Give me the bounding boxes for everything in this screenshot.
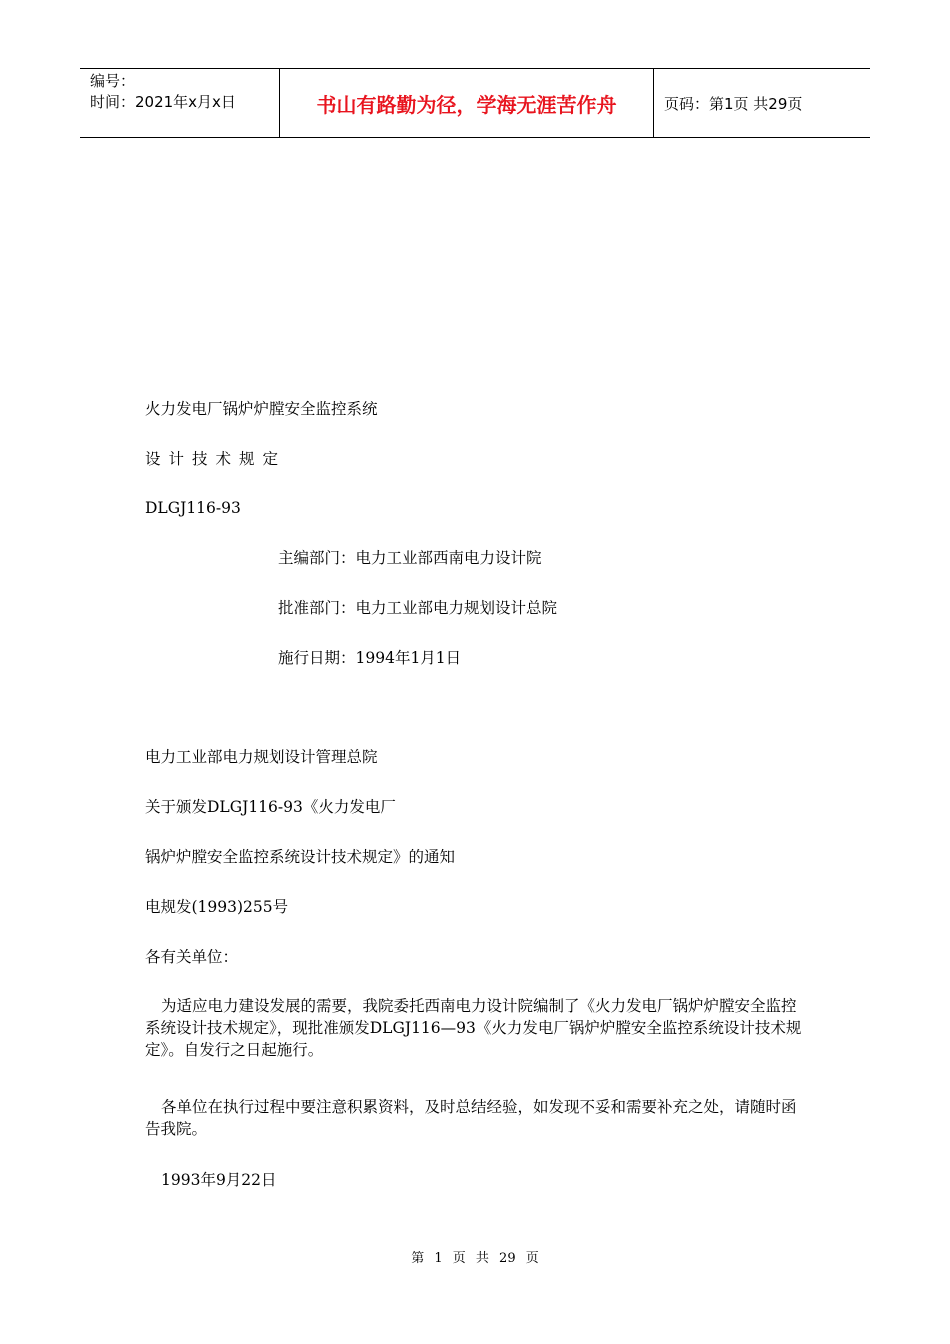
header-meta (80, 69, 280, 137)
page-footer: 第 1 页 共 29 页 (411, 1251, 539, 1266)
effective-date: 施行日期：1994年1月1日 (278, 649, 462, 667)
header-page-code: 页码：第1页 共29页 (664, 94, 803, 113)
notice-title-line2: 锅炉炉膛安全监控系统设计技术规定》的通知 (145, 848, 456, 866)
header-motto: 书山有路勤为径，学海无涯苦作舟 (280, 69, 654, 137)
number-label: 编号： (90, 72, 136, 90)
page-header (80, 68, 870, 138)
body-paragraph-1: 为适应电力建设发展的需要，我院委托西南电力设计院编制了《火力发电厂锅炉炉膛安全监控系统设计技术规定》，现批准颁发DLGJ116—93《火力发电厂锅炉炉膛安全监控系统设计技术规定》。自发行之日起施行。 (145, 997, 802, 1059)
doc-title-line2: 设计技术规定 (145, 450, 287, 468)
issuer: 电力工业部电力规划设计管理总院 (145, 748, 378, 766)
doc-number: 电规发(1993)255号 (145, 898, 289, 916)
notice-title-line1: 关于颁发DLGJ116-93《火力发电厂 (145, 798, 396, 816)
approval-dept: 批准部门：电力工业部电力规划设计总院 (278, 599, 558, 617)
doc-title-line1: 火力发电厂锅炉炉膛安全监控系统 (145, 400, 378, 418)
time-line: 时间：2021年x月x日 (90, 93, 236, 111)
salutation: 各有关单位： (145, 948, 239, 966)
doc-code: DLGJ116-93 (145, 499, 241, 517)
body-paragraph-2: 各单位在执行过程中要注意积累资料，及时总结经验，如发现不妥和需要补充之处，请随时函告我院。 (145, 1098, 797, 1138)
signing-date: 1993年9月22日 (161, 1171, 277, 1189)
editor-dept: 主编部门：电力工业部西南电力设计院 (278, 549, 542, 567)
